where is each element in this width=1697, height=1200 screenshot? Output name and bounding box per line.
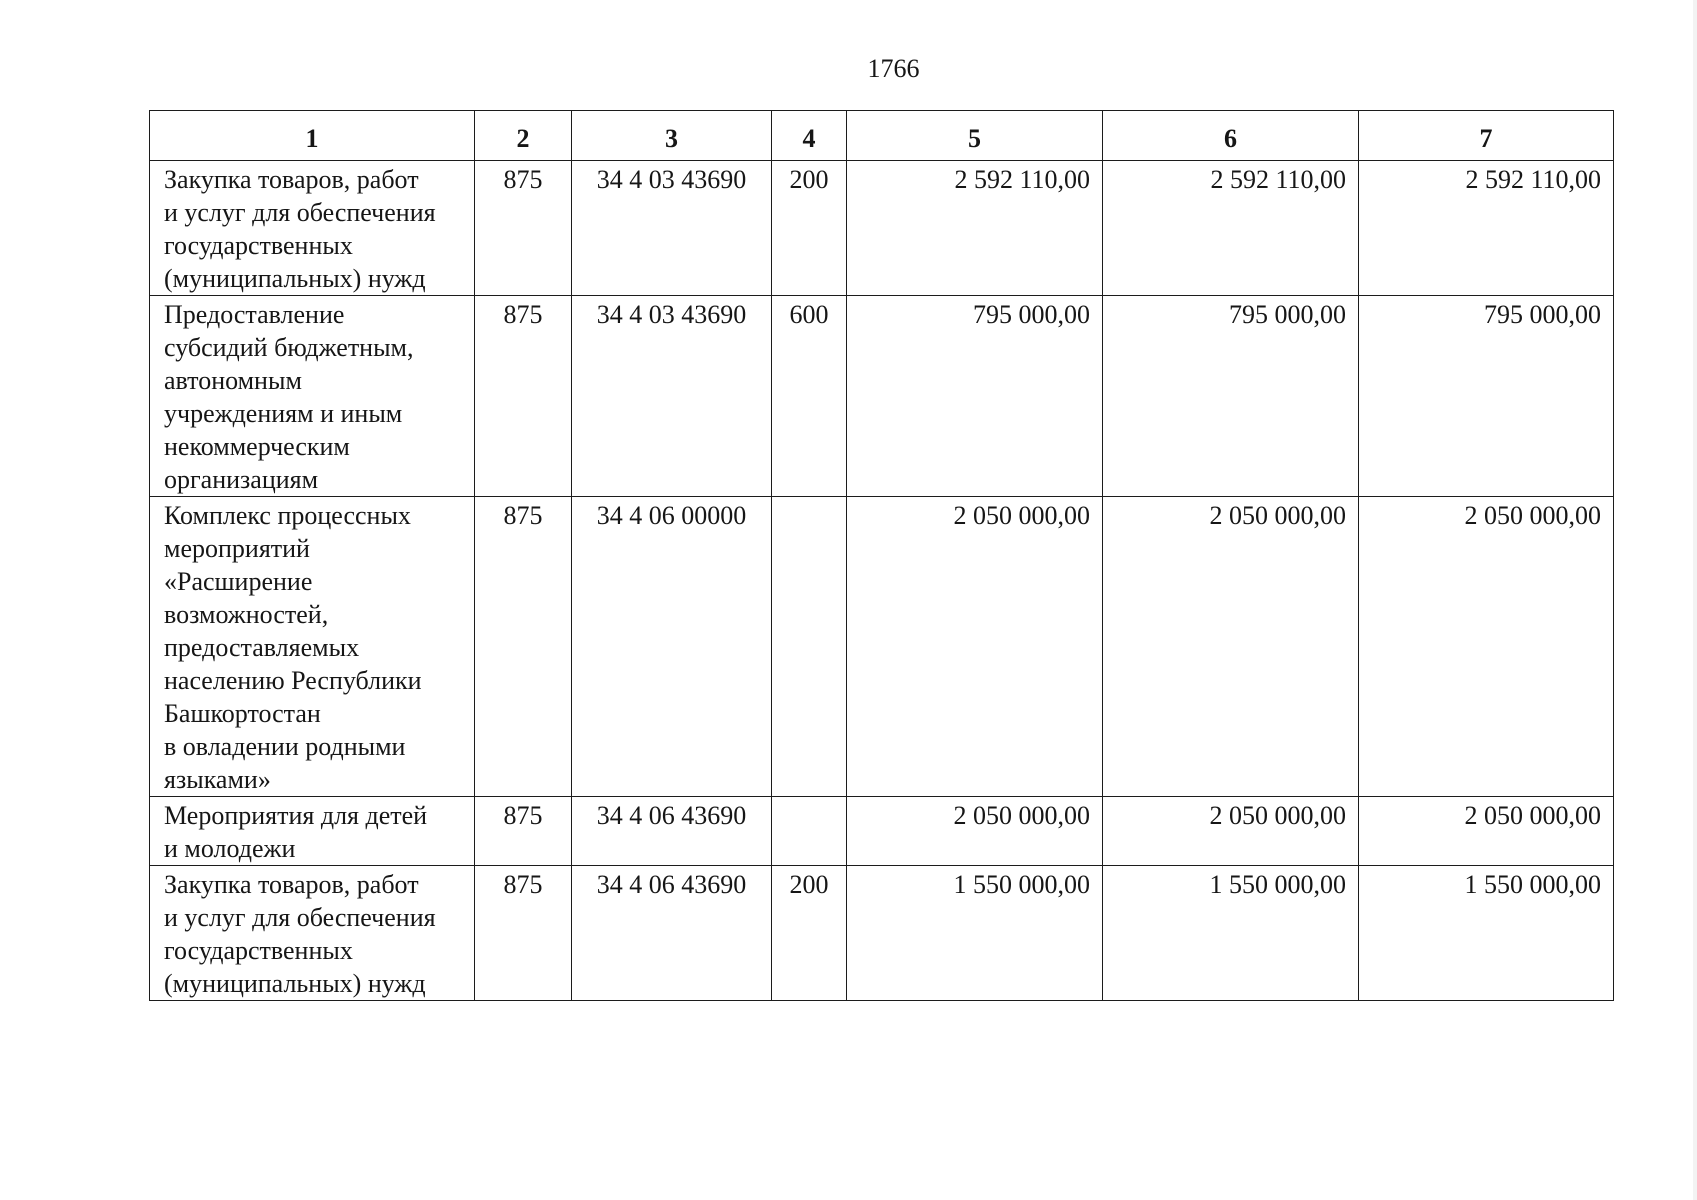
table-row <box>150 497 1614 797</box>
row-name-line: Закупка товаров, работ <box>164 165 419 194</box>
row-name-line: государственных <box>164 936 353 965</box>
amount-col5-cell: 1 550 000,00 <box>847 866 1103 1001</box>
page-number: 1766 <box>867 54 920 83</box>
ministry-code-cell: 875 <box>475 296 572 497</box>
row-name-line: Предоставление <box>164 300 345 329</box>
ministry-code-cell: 875 <box>475 797 572 866</box>
amount-col6-cell: 2 050 000,00 <box>1103 797 1359 866</box>
amount-col7-cell: 2 050 000,00 <box>1359 497 1614 797</box>
expense-type-cell: 200 <box>772 866 847 1001</box>
row-name-line: Башкортостан <box>164 699 321 728</box>
row-name-line: Мероприятия для детей <box>164 801 428 830</box>
row-name-cell <box>150 497 475 797</box>
expense-type-cell <box>772 797 847 866</box>
table-row <box>150 161 1614 296</box>
row-name-line: Закупка товаров, работ <box>164 870 419 899</box>
table-row <box>150 797 1614 866</box>
ministry-code-cell: 875 <box>475 161 572 296</box>
row-name-line: возможностей, <box>164 600 329 629</box>
row-name-cell <box>150 866 475 1001</box>
amount-col5-cell: 2 592 110,00 <box>847 161 1103 296</box>
column-header-5: 5 <box>847 111 1103 161</box>
amount-col7-cell: 795 000,00 <box>1359 296 1614 497</box>
scan-edge <box>1693 0 1697 1200</box>
table-header-row <box>150 111 1614 161</box>
amount-col6-cell: 1 550 000,00 <box>1103 866 1359 1001</box>
target-article-cell: 34 4 06 43690 <box>572 797 772 866</box>
amount-col7-cell: 1 550 000,00 <box>1359 866 1614 1001</box>
target-article-cell: 34 4 06 00000 <box>572 497 772 797</box>
row-name-cell <box>150 296 475 497</box>
amount-col5-cell: 795 000,00 <box>847 296 1103 497</box>
row-name-line: населению Республики <box>164 666 422 695</box>
row-name-line: и услуг для обеспечения <box>164 198 436 227</box>
row-name-line: в овладении родными <box>164 732 406 761</box>
target-article-cell: 34 4 03 43690 <box>572 161 772 296</box>
row-name-line: «Расширение <box>164 567 313 596</box>
row-name-line: организациям <box>164 465 319 494</box>
row-name-line: субсидий бюджетным, <box>164 333 414 362</box>
row-name-line: языками» <box>164 765 271 794</box>
amount-col7-cell: 2 592 110,00 <box>1359 161 1614 296</box>
row-name-line: Комплекс процессных <box>164 501 411 530</box>
target-article-cell: 34 4 06 43690 <box>572 866 772 1001</box>
amount-col7-cell: 2 050 000,00 <box>1359 797 1614 866</box>
target-article-cell: 34 4 03 43690 <box>572 296 772 497</box>
row-name-line: государственных <box>164 231 353 260</box>
column-header-6: 6 <box>1103 111 1359 161</box>
table-row <box>150 866 1614 1001</box>
amount-col5-cell: 2 050 000,00 <box>847 797 1103 866</box>
column-header-7: 7 <box>1359 111 1614 161</box>
row-name-cell <box>150 161 475 296</box>
expense-type-cell <box>772 497 847 797</box>
ministry-code-cell: 875 <box>475 497 572 797</box>
expense-type-cell: 200 <box>772 161 847 296</box>
budget-table <box>149 110 1614 1001</box>
row-name-line: предоставляемых <box>164 633 360 662</box>
row-name-line: (муниципальных) нужд <box>164 969 426 998</box>
column-header-1: 1 <box>150 111 475 161</box>
amount-col6-cell: 2 050 000,00 <box>1103 497 1359 797</box>
row-name-line: (муниципальных) нужд <box>164 264 426 293</box>
expense-type-cell: 600 <box>772 296 847 497</box>
amount-col5-cell: 2 050 000,00 <box>847 497 1103 797</box>
amount-col6-cell: 2 592 110,00 <box>1103 161 1359 296</box>
row-name-line: мероприятий <box>164 534 310 563</box>
amount-col6-cell: 795 000,00 <box>1103 296 1359 497</box>
column-header-2: 2 <box>475 111 572 161</box>
row-name-line: учреждениям и иным <box>164 399 403 428</box>
column-header-3: 3 <box>572 111 772 161</box>
row-name-cell <box>150 797 475 866</box>
row-name-line: и молодежи <box>164 834 296 863</box>
ministry-code-cell: 875 <box>475 866 572 1001</box>
table-row <box>150 296 1614 497</box>
row-name-line: автономным <box>164 366 302 395</box>
row-name-line: и услуг для обеспечения <box>164 903 436 932</box>
column-header-4: 4 <box>772 111 847 161</box>
row-name-line: некоммерческим <box>164 432 350 461</box>
